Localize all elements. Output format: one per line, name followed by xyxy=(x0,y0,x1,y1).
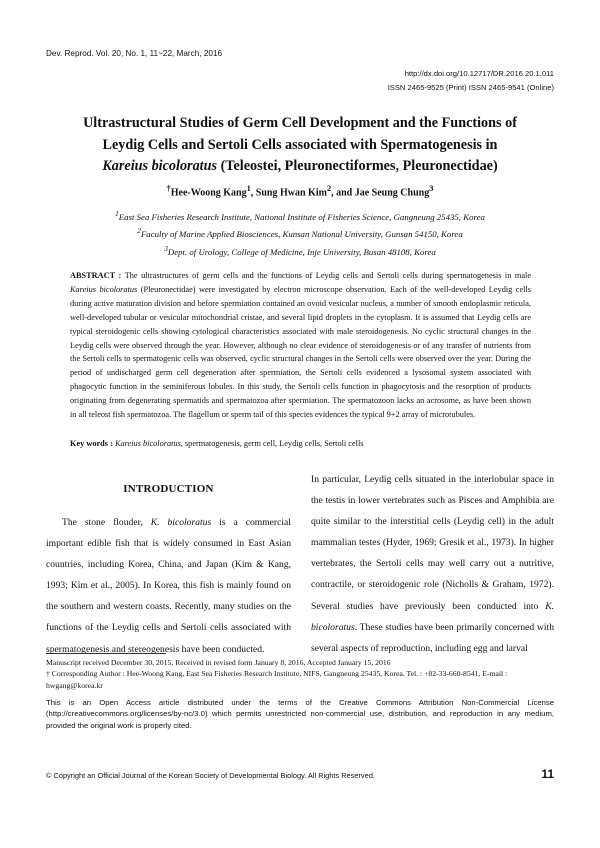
author-3: , and Jae Seung Chung xyxy=(331,187,430,199)
manuscript-dates: Manuscript received December 30, 2015, Received in revised form January 8, 2016, Accepted January 15, 2016 xyxy=(46,658,391,667)
affiliation-2 xyxy=(50,224,550,241)
footnotes xyxy=(46,657,554,691)
corresponding-author: † Corresponding Author : Hee-Woong Kang, East Sea Fisheries Research Institute, NIFS, Gangneung 25435, Korea. Tel. : +82-33-660-8541, E-mail : hwgang@korea.kr xyxy=(46,669,508,690)
abstract-text-2: (Pleuronectidae) were investigated by electron microscope observation. Each of the well-developed Leydig cells during active maturation division and before spermiation contained an ovoid vesicular nucleus, a number of smooth endoplasmic reticula, well-developed tubular or vesicular mitochondrial cristae, and several lipid droplets in the cytoplasm. It is assumed that Leydig cells are typical steroidogenic cells showing cytological characteristics associated with male steroidogenesis. No cyclic structural changes in the Leydig cells were observed through the year. However, although no clear evidence of steroidogenesis or of any transfer of nutrients from the Sertoli cells to spermatogenic cells was observed, cyclic structural changes in the Sertoli cells were observed over the year. During the period of undischarged germ cell degeneration after spermiation, the Sertoli cells evidenced a lysosomal system associated with phagocytic function in the seminiferous lobules. In this study, the Sertoli cells function in phagocytosis and the resorption of products originating from degenerating spermatids and spermatozoa after spermiation. The spermatozoon lacks an acrosome, as have been shown in all teleost fish spermatozoa. The flagellum or sperm tail of this species evidences the typical 9+2 array of microtubules. xyxy=(70,284,531,420)
keywords-list: , spermatogenesis, germ cell, Leydig cells, Sertoli cells xyxy=(180,439,364,448)
corresponding-mark: † xyxy=(166,184,171,193)
abstract-label: ABSTRACT : xyxy=(70,271,122,280)
journal-citation: Dev. Reprod. Vol. 20, No. 1, 11~22, March, 2016 xyxy=(46,49,223,58)
intro-paragraph-2 xyxy=(311,469,554,659)
author-1-affil: 1 xyxy=(246,184,251,193)
abstract-species: Kareius bicoloratus xyxy=(70,284,138,294)
affiliation-3-text: Dept. of Urology, College of Medicine, Inje University, Busan 48108, Korea xyxy=(167,246,436,257)
body-column-left xyxy=(46,512,291,660)
intro-paragraph-1 xyxy=(46,512,291,660)
intro-text-b: is a commercial important edible fish that is widely consumed in East Asian countries, including Korea, China, and Japan (Kim & Kang, 1993; Kim et al., 2005). In Korea, this fish is mainly found on the southern and western coasts. Recently, many studies on the functions of the Leydig cells and Sertoli cells associated with spermatogenesis and stereogenesis have been conducted. xyxy=(46,517,291,655)
intro-text-c: In particular, Leydig cells situated in the interlobular space in the testis in lower vertebrates such as Pisces and Amphibia are quite similar to the interstitial cells (Leydig cell) in the adult mammalian testes (Hyder, 1969; Gresik et al., 1973). In higher vertebrates, the Sertoli cells may well carry out a nutritive, contractile, or steroidogenic role (Nicholls & Graham, 1972). Several studies have previously been conducted into xyxy=(311,474,554,612)
doi-issn-block xyxy=(388,67,554,95)
author-1: Hee-Woong Kang xyxy=(170,187,247,199)
affiliation-2-mark: 2 xyxy=(137,226,141,236)
keywords xyxy=(70,437,531,451)
keywords-species: Kareius bicoloratus xyxy=(114,439,181,448)
license-notice: This is an Open Access article distributed under the terms of the Creative Commons Attribution Non-Commercial License (http://creativecommons.org/licenses/by-nc/3.0) which permits unrestricted non-commercial use, distribution, and reproduction in any medium, provided the original work is properly cited. xyxy=(46,698,554,730)
abstract-text-1: The ultrastructures of germ cells and the functions of Leydig cells and Sertoli cells during spermatogenesis in male xyxy=(121,271,532,280)
affiliation-1-text: East Sea Fisheries Research Institute, National Institute of Fisheries Science, Gangneung 25435, Korea xyxy=(118,211,485,222)
author-3-affil: 3 xyxy=(429,184,434,193)
affiliation-3 xyxy=(50,242,550,259)
title-line-1: Ultrastructural Studies of Germ Cell Development and the Functions of xyxy=(83,115,517,131)
author-2: , Sung Hwan Kim xyxy=(250,187,327,199)
copyright-footer: © Copyright an Official Journal of the Korean Society of Developmental Biology. All Rights Reserved. xyxy=(46,771,375,780)
abstract xyxy=(70,269,531,422)
intro-species: K. bicoloratus xyxy=(150,517,212,528)
title-classification: (Teleostei, Pleuronectiformes, Pleuronectidae) xyxy=(217,158,498,174)
affiliation-3-mark: 3 xyxy=(164,243,168,253)
author-2-affil: 2 xyxy=(326,184,332,193)
article-title xyxy=(50,113,550,178)
keywords-label: Key words : xyxy=(70,439,113,448)
body-column-right xyxy=(311,469,554,659)
intro-text-d: . These studies have been primarily concerned with several aspects of reproduction, including egg and larval xyxy=(311,621,554,654)
intro-text-a: The stone flouder, xyxy=(62,517,151,528)
title-species: Kareius bicoloratus xyxy=(102,158,218,174)
doi-link[interactable]: http://dx.doi.org/10.12717/DR.2016.20.1.011 xyxy=(404,69,554,78)
affiliation-2-text: Faculty of Marine Applied Biosciences, Kunsan National University, Gunsan 54150, Korea xyxy=(140,229,463,240)
issn-line: ISSN 2465-9525 (Print) ISSN 2465-9541 (Online) xyxy=(387,83,554,92)
page-number: 11 xyxy=(541,767,554,781)
title-line-3 xyxy=(50,156,550,178)
affiliation-1-mark: 1 xyxy=(115,209,119,218)
affiliations xyxy=(50,207,550,259)
title-line-2: Leydig Cells and Sertoli Cells associated with Spermatogenesis in xyxy=(102,136,498,153)
affiliation-1 xyxy=(50,207,550,224)
author-list xyxy=(50,184,550,198)
intro-species-2: K. bicoloratus xyxy=(311,600,554,633)
introduction-heading: INTRODUCTION xyxy=(123,483,214,495)
footnote-divider xyxy=(46,653,166,654)
